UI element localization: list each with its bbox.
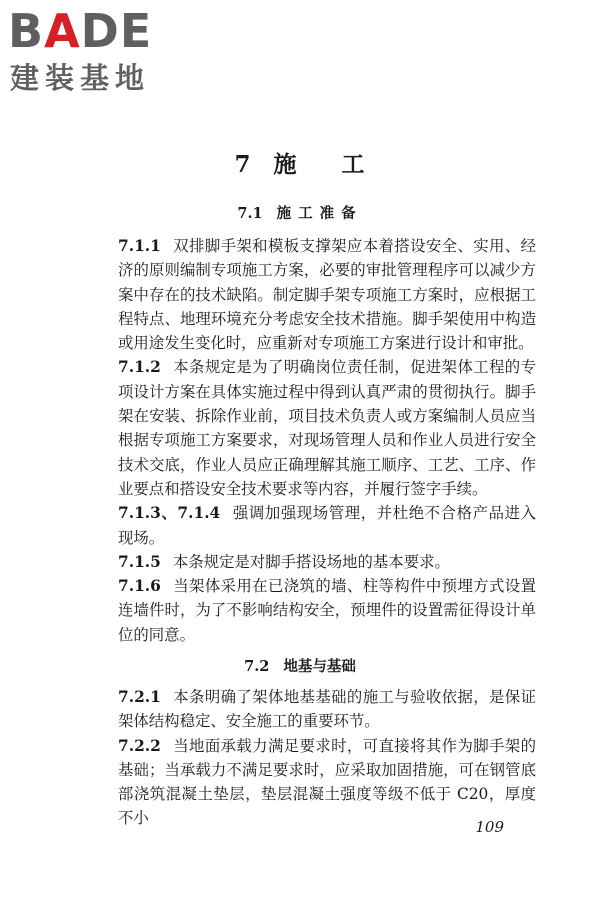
clause-text: 双排脚手架和模板支撑架应本着搭设安全、实用、经济的原则编制专项施工方案，必要的审批管理程序可以减少方案中存在的技术缺陷。制定脚手架专项施工方案时，应根据工程特点、地理环境充分考虑安全技术措施。脚手架使用中构造或用途发生变化时，应重新对专项施工方案进行设计和审批。 bbox=[118, 237, 536, 353]
chapter-number: 7 bbox=[234, 151, 252, 178]
clause-text: 本条明确了架体地基基础的施工与验收依据，是保证架体结构稳定、安全施工的重要环节。 bbox=[118, 688, 536, 731]
clause-number: 7.1.2 bbox=[118, 358, 161, 377]
page-number: 109 bbox=[475, 818, 504, 836]
clause-number: 7.1.6 bbox=[118, 577, 161, 596]
clause-7-2-1 bbox=[118, 685, 536, 734]
section-number: 7.2 bbox=[244, 658, 270, 675]
clause-number: 7.1.1 bbox=[118, 237, 161, 255]
chapter-title-part1: 施 bbox=[273, 151, 298, 178]
chapter-title-part2: 工 bbox=[341, 151, 366, 178]
section-title-text: 地基与基础 bbox=[283, 658, 356, 675]
logo-letter-a-accent: A bbox=[44, 4, 81, 58]
section-7-1-body bbox=[118, 234, 536, 647]
bade-logo bbox=[8, 4, 178, 95]
logo-latin-text bbox=[8, 6, 152, 56]
clause-number: 7.2.1 bbox=[118, 688, 161, 706]
section-number: 7.1 bbox=[237, 205, 263, 222]
clause-text: 当架体采用在已浇筑的墙、柱等构件中预埋方式设置连墙件时，为了不影响结构安全，预埋件的设置需征得设计单位的同意。 bbox=[118, 577, 536, 644]
clause-7-1-2 bbox=[118, 355, 536, 501]
clause-text: 本条规定是为了明确岗位责任制，促进架体工程的专项设计方案在具体实施过程中得到认真严肃的贯彻执行。脚手架在安装、拆除作业前，项目技术负责人或方案编制人员应当根据专项施工方案要求，对现场管理人员和作业人员进行安全技术交底，作业人员应正确理解其施工顺序、工艺、工序、作业要点和搭设安全技术要求等内容，并履行签字手续。 bbox=[118, 358, 536, 498]
logo-letters-de: DE bbox=[80, 4, 153, 58]
clause-number: 7.1.5 bbox=[118, 552, 161, 571]
chapter-title bbox=[0, 146, 600, 179]
logo-letters-b: B bbox=[8, 4, 45, 58]
clause-7-1-1 bbox=[118, 234, 536, 355]
clause-7-1-3-4 bbox=[118, 501, 536, 550]
clause-number: 7.2.2 bbox=[118, 736, 161, 755]
clause-7-2-2 bbox=[118, 734, 536, 831]
clause-number: 7.1.3、7.1.4 bbox=[118, 504, 221, 523]
clause-text: 本条规定是对脚手搭设场地的基本要求。 bbox=[172, 552, 450, 571]
clause-text: 强调加强现场管理，并杜绝不合格产品进入现场。 bbox=[118, 504, 536, 547]
section-title-text: 施工准备 bbox=[276, 205, 363, 222]
section-7-2-body bbox=[118, 685, 536, 831]
section-title-7-1 bbox=[0, 202, 600, 223]
logo-chinese-text: 建装基地 bbox=[10, 61, 151, 95]
clause-7-1-6 bbox=[118, 574, 536, 647]
clause-text: 当地面承载力满足要求时，可直接将其作为脚手架的基础；当承载力不满足要求时，应采取加固措施，可在钢管底部浇筑混凝土垫层，垫层混凝土强度等级不低于 C20，厚度不小 bbox=[118, 736, 536, 828]
section-title-7-2 bbox=[0, 655, 600, 676]
clause-7-1-5 bbox=[118, 550, 536, 574]
